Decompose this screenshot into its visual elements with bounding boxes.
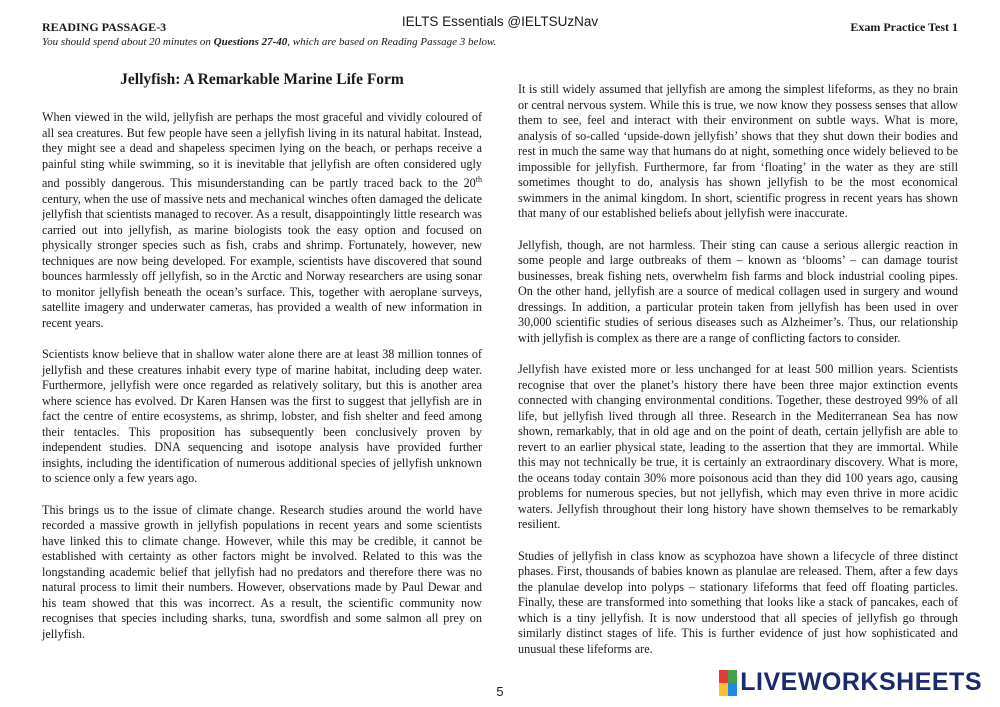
passage-label: READING PASSAGE-3 (42, 20, 167, 34)
paragraph: Scientists know believe that in shallow water alone there are at least 38 million tonnes of jellyfish and these creatures inhabit every type of marine habitat, including deep water. Furthermore, jellyfish were once regarded as relatively solitary, but this is another area where science has evolved. Dr Karen Hansen was the first to suggest that jellyfish are in fact the centre of entire ecosystems, as shrimp, lobster, and fish shelter and feed among their tentacles. This proposition has subsequently been conclusively proven by independent studies. DNA sequencing and isotope analysis have provided further insights, including the identification of numerous additional species of jellyfish unknown to science only a few years ago. (42, 347, 482, 486)
test-label: Exam Practice Test 1 (850, 20, 958, 34)
paragraph: Studies of jellyfish in class know as scyphozoa have shown a lifecycle of three distinct phases. First, thousands of babies known as planulae are released. Them, after a few days the planulae develop into polyps – stationary lifeforms that feed off floating particles. Finally, these are transformed into something that looks like a stack of pancakes, each of which is a tiny jellyfish. It is now understood that all species of jellyfish go through similarly distinct stages of life. This is further evidence of just how sophisticated and unusual these lifeforms are. (518, 548, 958, 656)
paragraph (42, 110, 482, 331)
instruction-line (42, 36, 496, 48)
paragraph: It is still widely assumed that jellyfish are among the simplest lifeforms, as they no brain or central nervous system. While this is true, we now know they possess senses that allow them to see, feel and interact with their environment on subtle ways. What is more, analysis of so-called ‘upside-down jellyfish’ shows that they shut down their bodies and rest in much the same way that humans do at night, something once widely believed to be impossible for jellyfish. Furthermore, far from ‘floating’ in the water as they are still sometimes thought to do, analysis has shown jellyfish to be the most economical swimmers in the animal kingdom. In short, scientific progress in recent years has shown that many of our established beliefs about jellyfish were inaccurate. (518, 82, 958, 220)
logo-square-blue (728, 683, 737, 696)
right-column (518, 82, 958, 673)
watermark-header: IELTS Essentials @IELTSUzNav (401, 14, 599, 29)
logo-text: LIVEWORKSHEETS (740, 668, 982, 696)
paragraph: This brings us to the issue of climate change. Research studies around the world have recorded a massive growth in jellyfish populations in recent years and some scientists have linked this to climate change. However, while this may be credible, it cannot be established with certainty as other factors might be involved. Related to this was the longstanding academic belief that jellyfish had no predators and therefore there was no natural process to limit their numbers. However, observations made by Paul Dewar and his team showed that this was incorrect. As a result, the scientific community now recognises that species including sharks, tuna, swordfish and some salmon all prey on jellyfish. (42, 502, 482, 641)
paragraph: Jellyfish have existed more or less unchanged for at least 500 million years. Scientists recognise that over the planet’s history there have been three major extinction events connected with changing environmental conditions. Together, these destroyed 99% of all life, but jellyfish lived through all three. Research in the Mediterranean Sea has now shown, remarkably, that in old age and on the point of death, certain jellyfish are able to revert to an earlier physical state, leading to the assertion that they are immortal. While this may not technically be true, it is certainly an extraordinary discovery. What is more, the oceans today contain 30% more poisonous acid than they did 100 years ago, causing problems for numerous species, but not jellyfish, which may even thrive in more acidic waters. Jellyfish throughout their long history have shown themselves to be remarkably resilient. (518, 362, 958, 531)
paragraph-text: century, when the use of massive nets and mechanical winches often damaged the delicate jellyfish that scientists managed to recover. As a result, disappointingly little research was carried out into jellyfish, as marine biologists took the easy option and focused on physically stronger species such as fish, crabs and shrimp. Fortunately, however, new techniques are now being developed. For example, scientists have discovered that sound bounces harmlessly off jellyfish, so in the Arctic and Norway researchers are using sonar to monitor jellyfish beneath the ocean’s surface. This, together with aeroplane surveys, satellite imagery and underwater cameras, has provided a wealth of new information in recent years. (42, 191, 482, 330)
instruction-questions: Questions 27-40 (213, 36, 288, 48)
logo-square-red (719, 670, 728, 683)
ordinal-suffix: th (475, 175, 482, 184)
paragraph: Jellyfish, though, are not harmless. Their sting can cause a serious allergic reaction in some people and large outbreaks of them – known as ‘blooms’ – can damage tourist businesses, break fishing nets, overwhelm fish farms and block industrial cooling pipes. On the other hand, jellyfish are a source of medical collagen used in surgery and wound dressings. In addition, a particular protein taken from jellyfish has been used in over 30,000 scientific studies of serious diseases such as Alzheimer’s. Thus, our relationship with jellyfish is complex as there are a range of conflicting factors to consider. (518, 237, 958, 345)
liveworksheets-logo[interactable] (719, 668, 982, 697)
instruction-post: , which are based on Reading Passage 3 below. (287, 36, 497, 48)
logo-mark-icon (719, 670, 737, 696)
left-column (42, 110, 482, 658)
paragraph-text: When viewed in the wild, jellyfish are perhaps the most graceful and vividly coloured of all sea creatures. But few people have seen a jellyfish living in its natural habitat. Instead, they might see a dead and shapeless specimen lying on the beach, or perhaps receive a painful sting while swimming, so it is inevitable that jellyfish are often considered ugly and possibly dangerous. This misunderstanding can be partly traced back to the 20 (42, 110, 482, 191)
instruction-pre: You should spend about 20 minutes on (42, 36, 214, 48)
passage-title: Jellyfish: A Remarkable Marine Life Form (120, 71, 404, 88)
logo-square-green (728, 670, 737, 683)
logo-square-yellow (719, 683, 728, 696)
page-number: 5 (496, 684, 504, 699)
